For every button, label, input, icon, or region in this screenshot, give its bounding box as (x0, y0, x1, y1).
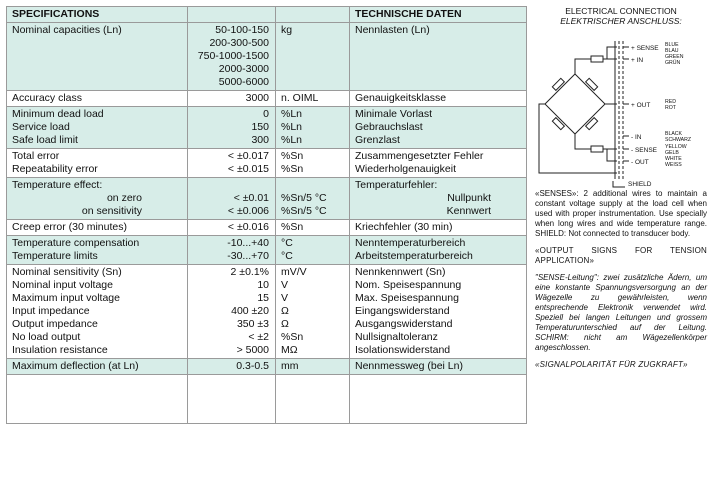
cell-line-de: Zusammengesetzter Fehler (355, 150, 484, 162)
table-blank-cell (188, 375, 276, 424)
cell-line-de: Nom. Speisespannung (355, 279, 462, 291)
cell-line-label: Accuracy class (12, 92, 83, 104)
table-row (7, 91, 527, 107)
table-cell-label (7, 265, 188, 359)
cell-line-de: Eingangswiderstand (355, 305, 450, 317)
cell-line-value: 0 (263, 108, 269, 120)
cell-line-label: Safe load limit (12, 134, 78, 146)
section-subtitle: ELEKTRISCHER ANSCHLUSS: (560, 16, 682, 26)
cell-line-label: Minimum dead load (12, 108, 104, 120)
cell-line-de: Nullsignaltoleranz (355, 331, 438, 343)
wire-color-de-2: ROT (665, 105, 676, 111)
table-cell-value (188, 23, 276, 91)
cell-line-value: -10...+40 (227, 237, 269, 249)
table-cell-de (350, 149, 527, 178)
cell-line-unit: °C (281, 250, 293, 262)
table-cell-value (188, 149, 276, 178)
table-cell-de (350, 236, 527, 265)
cell-line-unit: Ω (281, 305, 289, 317)
wire-color-de-4: GELB (665, 150, 679, 156)
cell-line-unit: %Ln (281, 121, 303, 133)
table-cell-unit (276, 236, 350, 265)
table-cell-unit (276, 220, 350, 236)
wire-sign-3: - IN (631, 134, 642, 141)
table-cell-label (7, 178, 188, 220)
cell-line-label: Temperature limits (12, 250, 98, 262)
table-row (7, 236, 527, 265)
table-cell-label (7, 107, 188, 149)
cell-line-de: Ausgangswiderstand (355, 318, 453, 330)
cell-line-de: Kennwert (446, 205, 491, 217)
table-blank-cell (350, 375, 527, 424)
cell-line-unit: %Sn (281, 221, 304, 233)
table-row (7, 107, 527, 149)
cell-line-label: Temperature effect: (12, 179, 103, 191)
table-row (7, 149, 527, 178)
cell-line-value: < ±0.015 (227, 163, 269, 175)
cell-line-value: 300 (251, 134, 269, 146)
table-cell-de (350, 107, 527, 149)
table-blank-cell (276, 375, 350, 424)
cell-line-unit: n. OIML (281, 92, 319, 104)
shield-note-en: SHIELD: Not connected to transducer body. (535, 229, 691, 238)
table-header-row (7, 7, 527, 23)
table-row (7, 265, 527, 359)
section-title: ELECTRICAL CONNECTION (565, 6, 677, 16)
cell-line-unit: %Sn (281, 150, 304, 162)
cell-line-de: Kriechfehler (30 min) (355, 221, 453, 233)
cell-line-label: Maximum deflection (at Ln) (12, 360, 139, 372)
cell-line-unit (281, 179, 344, 192)
cell-line-value: 15 (257, 292, 269, 304)
wire-color-3: BLACK (665, 131, 683, 137)
cell-line-label: Input impedance (12, 305, 90, 317)
cell-line-unit: %Sn (281, 163, 304, 175)
wire-color-de-5: WEISS (665, 162, 682, 168)
cell-line-de: Gebrauchslast (355, 121, 423, 133)
table-cell-unit (276, 23, 350, 91)
cell-line-label: Creep error (30 minutes) (12, 221, 127, 233)
wire-sign-0: + SENSE (631, 45, 659, 52)
cell-line-de: Nullpunkt (447, 192, 491, 204)
cell-line-label: Maximum input voltage (12, 292, 120, 304)
wire-sign-1: + IN (631, 57, 644, 64)
cell-line-label: on sensitivity (81, 205, 142, 217)
cell-line-de: Max. Speisespannung (355, 292, 459, 304)
table-cell-unit (276, 149, 350, 178)
cell-line-value: 50-100-150 (215, 24, 269, 36)
table-cell-unit (276, 178, 350, 220)
cell-line-value: < ±2 (248, 331, 269, 343)
table-row (7, 178, 527, 220)
wire-color-de-1: GRÜN (665, 60, 681, 66)
cell-line-de: Nennkennwert (Sn) (355, 266, 446, 278)
cell-line-value: > 5000 (236, 344, 269, 356)
wire-color-2: RED (665, 99, 676, 105)
table-cell-value (188, 236, 276, 265)
cell-line-label: Temperature compensation (12, 237, 140, 249)
senses-note-en: «SENSES»: 2 additional wires to maintain a constant voltage supply at the load cell when used with proper instrumentation. Use specially when long wires and wide temperature range. SHIELD: Not connected to transducer body. (535, 189, 707, 238)
table-cell-value (188, 107, 276, 149)
cell-line-de: Arbeitstemperaturbereich (355, 250, 473, 262)
cell-line-label: No load output (12, 331, 81, 343)
wire-color-de-0: BLAU (665, 48, 679, 54)
cell-line-value: < ±0.006 (227, 205, 269, 217)
cell-line-de: Genauigkeitsklasse (355, 92, 447, 104)
senses-note-de: "SENSE-Leitung": zwei zusätzliche Ädern, um eine konstante Spannungsversorgung an der Wägezelle zu gewährleisten, wenn entsprechende Elektronik verwendet wird. Speziell bei langen Leitungen und grossem Temperaturunterschied auf der Leitung. SCHIRM: nicht am Wägezellenkörper angeschlossen. (535, 273, 707, 352)
cell-line-de: Temperaturfehler: (355, 179, 438, 191)
table-cell-label (7, 220, 188, 236)
output-signs-en: «OUTPUT SIGNS FOR TENSION APPLICATION» (535, 246, 707, 265)
cell-line-de: Wiederholgenauigkeit (355, 163, 456, 175)
wire-color-de-3: SCHWARZ (665, 137, 692, 143)
cell-line-value: 3000 (245, 92, 269, 104)
cell-line-unit: °C (281, 237, 293, 249)
table-blank-cell (7, 375, 188, 424)
cell-line-unit: V (281, 279, 289, 291)
cell-line-unit: %Sn/5 °C (281, 192, 327, 204)
table-cell-value (188, 91, 276, 107)
header-unit (276, 7, 350, 23)
cell-line-unit: %Sn (281, 331, 304, 343)
wiring-diagram (535, 29, 707, 189)
cell-line-value: 150 (251, 121, 269, 133)
wire-sign-6: SHIELD (628, 181, 652, 188)
header-value (188, 7, 276, 23)
cell-line-value: 200-300-500 (209, 37, 269, 49)
cell-line-label: Nominal input voltage (12, 279, 113, 291)
cell-line-value: < ±0.017 (227, 150, 269, 162)
table-row (7, 220, 527, 236)
output-signs-de: «SIGNALPOLARITÄT FÜR ZUGKRAFT» (535, 360, 688, 369)
wire-color-5: WHITE (665, 156, 682, 162)
cell-line-de: Nenntemperaturbereich (355, 237, 466, 249)
cell-line-value: 2000-3000 (218, 63, 269, 75)
cell-line-value: 750-1000-1500 (197, 50, 269, 62)
cell-line-unit: mm (281, 360, 299, 372)
cell-line-de: Isolationswiderstand (355, 344, 451, 356)
wire-color-4: YELLOW (665, 144, 687, 150)
cell-line-unit: kg (281, 24, 293, 36)
header-specifications: SPECIFICATIONS (7, 7, 188, 23)
cell-line-unit: mV/V (281, 266, 307, 278)
cell-line-value: -30...+70 (227, 250, 269, 262)
cell-line-value: 0.3-0.5 (236, 360, 269, 372)
cell-line-label: Service load (12, 121, 70, 133)
cell-line-de: Nennmessweg (bei Ln) (355, 360, 463, 372)
cell-line-value (193, 179, 269, 192)
cell-line-de: Grenzlast (355, 134, 400, 146)
cell-line-label: Repeatability error (12, 163, 98, 175)
cell-line-value: < ±0.01 (233, 192, 269, 204)
electrical-connection-panel (535, 6, 707, 377)
shield-note-de: SCHIRM: nicht am Wägezellenkörper angeschlossen. (535, 333, 707, 352)
table-cell-label (7, 149, 188, 178)
cell-line-label: Output impedance (12, 318, 98, 330)
cell-line-unit: Ω (281, 318, 289, 330)
cell-line-label: Nominal sensitivity (Sn) (12, 266, 122, 278)
cell-line-unit: %Ln (281, 108, 303, 120)
table-cell-label (7, 91, 188, 107)
table-cell-label (7, 359, 188, 375)
cell-line-unit: %Sn/5 °C (281, 205, 327, 217)
table-row (7, 23, 527, 91)
table-cell-de (350, 91, 527, 107)
cell-line-label: Nominal capacities (Ln) (12, 24, 122, 36)
wire-color-0: BLUE (665, 42, 679, 48)
table-cell-de (350, 220, 527, 236)
cell-line-unit: V (281, 292, 289, 304)
table-blank-row (7, 375, 527, 424)
cell-line-de: Nennlasten (Ln) (355, 24, 430, 36)
table-cell-unit (276, 91, 350, 107)
cell-line-value: 10 (257, 279, 269, 291)
table-cell-unit (276, 107, 350, 149)
cell-line-label: Insulation resistance (12, 344, 108, 356)
cell-line-unit: %Ln (281, 134, 303, 146)
table-cell-value (188, 359, 276, 375)
wire-sign-2: + OUT (631, 102, 651, 109)
table-cell-value (188, 220, 276, 236)
header-technische-daten: TECHNISCHE DATEN (350, 7, 527, 23)
cell-line-label: on zero (106, 192, 142, 204)
table-row (7, 359, 527, 375)
table-cell-de (350, 23, 527, 91)
table-cell-de (350, 359, 527, 375)
cell-line-de: Minimale Vorlast (355, 108, 433, 120)
table-cell-label (7, 236, 188, 265)
cell-line-label: Total error (12, 150, 60, 162)
table-cell-unit (276, 359, 350, 375)
wire-sign-5: - OUT (631, 159, 649, 166)
wire-color-1: GREEN (665, 54, 684, 60)
cell-line-value: < ±0.016 (227, 221, 269, 233)
cell-line-value: 5000-6000 (218, 76, 269, 88)
table-cell-value (188, 265, 276, 359)
table-cell-value (188, 178, 276, 220)
table-cell-de (350, 178, 527, 220)
table-cell-de (350, 265, 527, 359)
table-cell-unit (276, 265, 350, 359)
cell-line-value: 350 ±3 (236, 318, 269, 330)
cell-line-unit: MΩ (281, 344, 298, 356)
cell-line-value: 400 ±20 (231, 305, 269, 317)
cell-line-value: 2 ±0.1% (230, 266, 269, 278)
spec-table (6, 6, 527, 424)
table-cell-label (7, 23, 188, 91)
wire-sign-4: - SENSE (631, 147, 658, 154)
